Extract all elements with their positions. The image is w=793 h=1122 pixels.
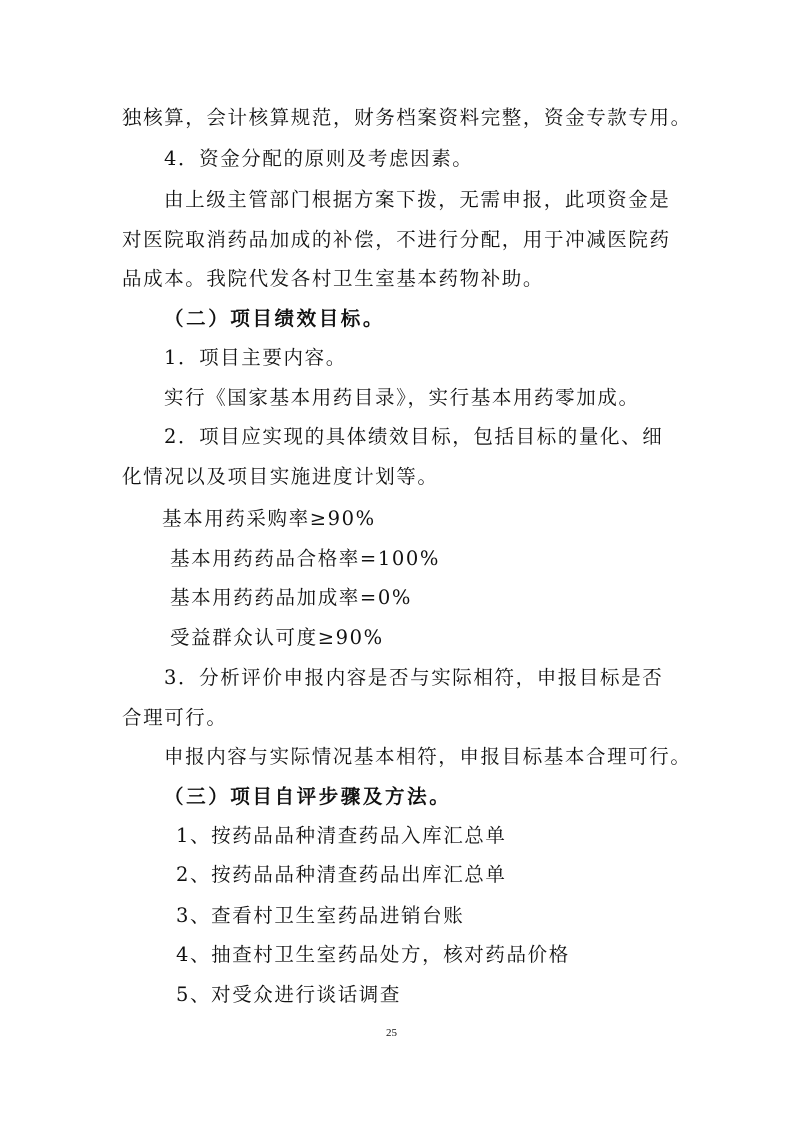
- paragraph-line: 由上级主管部门根据方案下拨，无需申报，此项资金是: [164, 188, 671, 211]
- target-item: 基本用药药品合格率=100%: [170, 547, 440, 570]
- section-heading: （三）项目自评步骤及方法。: [164, 785, 452, 808]
- target-item: 受益群众认可度≥90%: [170, 626, 384, 649]
- target-item: 基本用药药品加成率=0%: [170, 586, 412, 609]
- paragraph-line: 合理可行。: [122, 706, 228, 729]
- step-item: 5、对受众进行谈话调查: [176, 983, 402, 1006]
- section-subheading: 4．资金分配的原则及考虑因素。: [164, 147, 474, 170]
- paragraph-line: 申报内容与实际情况基本相符，申报目标基本合理可行。: [164, 745, 692, 768]
- step-item: 4、抽查村卫生室药品处方，核对药品价格: [176, 943, 570, 966]
- section-subheading: 3．分析评价申报内容是否与实际相符，申报目标是否: [164, 666, 664, 689]
- target-item: 基本用药采购率≥90%: [162, 507, 376, 530]
- step-item: 3、查看村卫生室药品进销台账: [176, 904, 465, 927]
- paragraph-line: 实行《国家基本用药目录》，实行基本用药零加成。: [164, 386, 640, 409]
- step-item: 1、按药品品种清查药品入库汇总单: [176, 824, 507, 847]
- paragraph-line: 对医院取消药品加成的补偿，不进行分配，用于冲减医院药: [122, 228, 671, 251]
- section-subheading: 1．项目主要内容。: [164, 346, 347, 369]
- step-item: 2、按药品品种清查药品出库汇总单: [176, 863, 507, 886]
- section-heading: （二）项目绩效目标。: [164, 307, 386, 330]
- paragraph-line: 化情况以及项目实施进度计划等。: [122, 465, 439, 488]
- paragraph-line: 品成本。我院代发各村卫生室基本药物补助。: [122, 267, 545, 290]
- paragraph-line: 独核算，会计核算规范，财务档案资料完整，资金专款专用。: [122, 106, 692, 129]
- section-subheading: 2．项目应实现的具体绩效目标，包括目标的量化、细: [164, 425, 664, 448]
- page-number: 25: [386, 1027, 397, 1039]
